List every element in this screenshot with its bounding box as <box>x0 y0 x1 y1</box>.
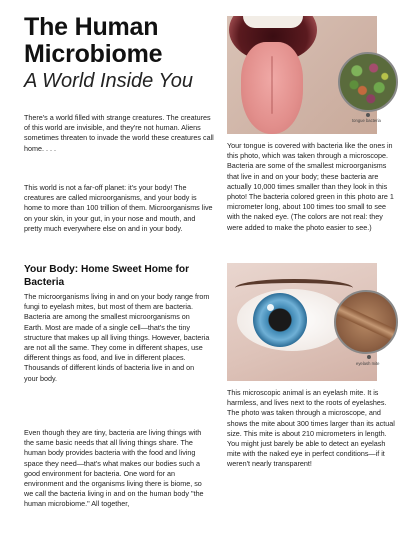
title-block <box>24 14 214 93</box>
intro-paragraph-1: There's a world filled with strange creatures. The creatures of this world are invisible, and they're not human. Aliens sometimes threaten to invade the world these creatures call home. . . . <box>24 113 214 153</box>
eyelash-mite-label: eyelash mite <box>356 361 380 366</box>
page-title: The Human Microbiome <box>24 13 163 68</box>
page-subtitle: A World Inside You <box>24 70 193 92</box>
eyelash-mite-micrograph <box>334 290 398 354</box>
tongue-groove <box>271 56 273 114</box>
pointer-dot <box>367 355 371 359</box>
pointer-dot <box>366 113 370 117</box>
section-heading: Your Body: Home Sweet Home for Bacteria <box>24 264 190 288</box>
body-paragraph-2: Even though they are tiny, bacteria are living things with the same basic needs that all living things share. The human body provides bacteria with the food and living space they need—that's what makes our bodies such a good environment for bacteria. One word for an environment and the organisms living there is biome, so we call the bacteria living in and on the human body "the human microbiome." All together, <box>24 428 204 509</box>
tongue-bacteria-label: tongue bacteria <box>352 118 381 123</box>
tongue-caption: Your tongue is covered with bacteria like the ones in this photo, which was taken through a microscope. Bacteria are some of the smallest microorganisms that live in and on your body; these bacteria are actually 10,000 times smaller than they look in this photo! The bacteria colored green in this photo are 1 micrometer long, about 100 times too small to see with the naked eye. (The colors are not real: they were added to make the photo easier to see.) <box>227 141 394 232</box>
teeth-shape <box>243 16 303 28</box>
intro-paragraph-2: This world is not a far-off planet: it's your body! The creatures are called microorganisms, and your body is home to more than 100 trillion of them. Microorganisms live on your skin, in your gut, in your nose and mouth, and pretty much everywhere else on and in your body. <box>24 183 213 233</box>
eye-highlight <box>267 304 274 311</box>
tongue-bacteria-micrograph <box>338 52 398 112</box>
body-paragraph-1: The microorganisms living in and on your body range from fungi to eyelash mites, but most of them are bacteria. Bacteria are among the smallest microorganisms on Earth. Most are made of a single cell—that's the tiny structure that makes up all living things. However, bacteria are not all the same. They come in different shapes, use different things as food, and live in different places. Thousands of different kinds of bacteria live in and on your body. <box>24 292 210 383</box>
iris-shape <box>253 293 307 347</box>
eye-caption: This microscopic animal is an eyelash mite. It is harmless, and lives next to the roots of eyelashes. The photo was taken through a microscope, and shows the mite about 300 times larger than its actual size. This mite is about 210 micrometers in length. You might just barely be able to detect an eyelash mite with the naked eye in perfect conditions—if it weren't nearly transparent! <box>227 388 395 469</box>
